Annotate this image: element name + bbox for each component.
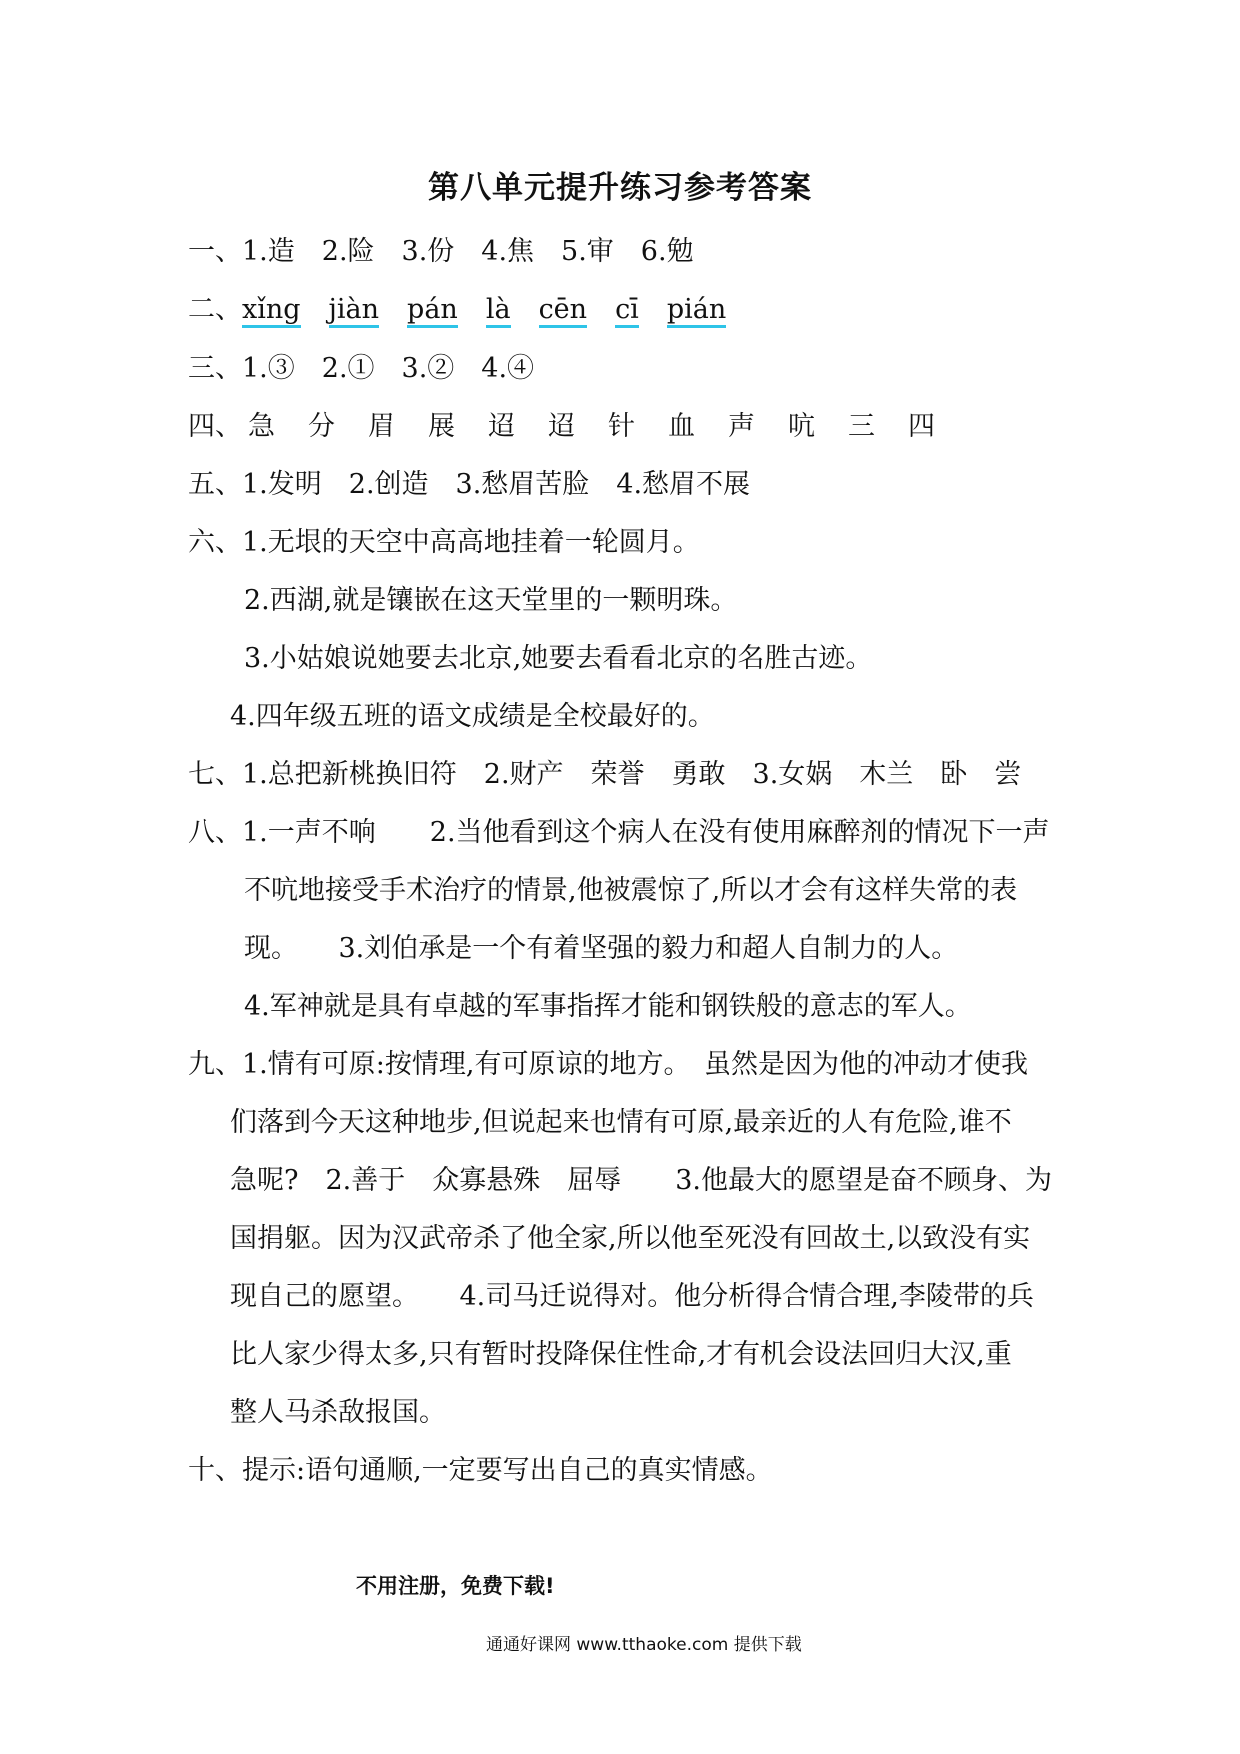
pinyin-1: xǐng <box>242 295 301 328</box>
pinyin-5: cēn <box>539 295 588 328</box>
answer-section-8-line-2: 不吭地接受手术治疗的情景,他被震惊了,所以才会有这样失常的表 <box>244 875 1018 906</box>
answer-section-6-line-3: 3.小姑娘说她要去北京,她要去看看北京的名胜古迹。 <box>244 643 873 674</box>
section-4-prefix: 四、 <box>188 411 242 442</box>
answer-section-8-line-4: 4.军神就是具有卓越的军事指挥才能和钢铁般的意志的军人。 <box>244 991 972 1022</box>
char-3: 眉 <box>368 411 395 442</box>
answer-section-5: 五、1.发明 2.创造 3.愁眉苦脸 4.愁眉不展 <box>188 469 751 500</box>
answer-section-8-line-3: 现。 3.刘伯承是一个有着坚强的毅力和超人自制力的人。 <box>244 933 959 964</box>
answer-section-8-line-1: 八、1.一声不响 2.当他看到这个病人在没有使用麻醉剂的情况下一声 <box>188 817 1050 848</box>
pinyin-6: cī <box>615 295 639 328</box>
char-1: 急 <box>248 411 275 442</box>
page-title: 第八单元提升练习参考答案 <box>428 170 812 206</box>
answer-section-9-line-1: 九、1.情有可原:按情理,有可原谅的地方。 虽然是因为他的冲动才使我 <box>188 1049 1028 1080</box>
answer-section-3: 三、1.③ 2.① 3.② 4.④ <box>188 353 535 384</box>
pinyin-4: là <box>486 295 511 328</box>
answer-section-9-line-6: 比人家少得太多,只有暂时投降保住性命,才有机会设法回归大汉,重 <box>230 1339 1012 1370</box>
section-2-prefix: 二、 <box>188 294 242 325</box>
answer-section-10: 十、提示:语句通顺,一定要写出自己的真实情感。 <box>188 1455 773 1486</box>
char-7: 针 <box>608 411 635 442</box>
char-2: 分 <box>308 411 335 442</box>
char-5: 迢 <box>488 411 515 442</box>
char-6: 迢 <box>548 411 575 442</box>
answer-section-6-line-1: 六、1.无垠的天空中高高地挂着一轮圆月。 <box>188 527 700 558</box>
answer-section-7: 七、1.总把新桃换旧符 2.财产 荣誉 勇敢 3.女娲 木兰 卧 尝 <box>188 759 1022 790</box>
answer-section-6-line-2: 2.西湖,就是镶嵌在这天堂里的一颗明珠。 <box>244 585 738 616</box>
char-10: 吭 <box>788 411 815 442</box>
pinyin-2: jiàn <box>329 295 380 328</box>
answer-section-2 <box>188 290 754 330</box>
answer-section-6-line-4: 4.四年级五班的语文成绩是全校最好的。 <box>230 701 715 732</box>
answer-section-1: 一、1.造 2.险 3.份 4.焦 5.审 6.勉 <box>188 236 694 267</box>
pinyin-7: pián <box>667 295 726 328</box>
answer-section-4 <box>188 407 968 447</box>
char-11: 三 <box>848 411 875 442</box>
char-4: 展 <box>428 411 455 442</box>
answer-section-9-line-4: 国捐躯。因为汉武帝杀了他全家,所以他至死没有回故土,以致没有实 <box>230 1223 1031 1254</box>
promo-text: 不用注册，免费下载! <box>356 1574 555 1598</box>
char-12: 四 <box>908 411 935 442</box>
answer-section-9-line-7: 整人马杀敌报国。 <box>230 1397 446 1428</box>
pinyin-3: pán <box>407 295 458 328</box>
answer-section-9-line-5: 现自己的愿望。 4.司马迁说得对。他分析得合情合理,李陵带的兵 <box>230 1281 1034 1312</box>
source-footer: 通通好课网 www.tthaoke.com 提供下载 <box>486 1635 802 1655</box>
answer-section-9-line-3: 急呢? 2.善于 众寡悬殊 屈辱 3.他最大的愿望是奋不顾身、为 <box>230 1165 1052 1196</box>
char-8: 血 <box>668 411 695 442</box>
answer-section-9-line-2: 们落到今天这种地步,但说起来也情有可原,最亲近的人有危险,谁不 <box>230 1107 1012 1138</box>
char-9: 声 <box>728 411 755 442</box>
